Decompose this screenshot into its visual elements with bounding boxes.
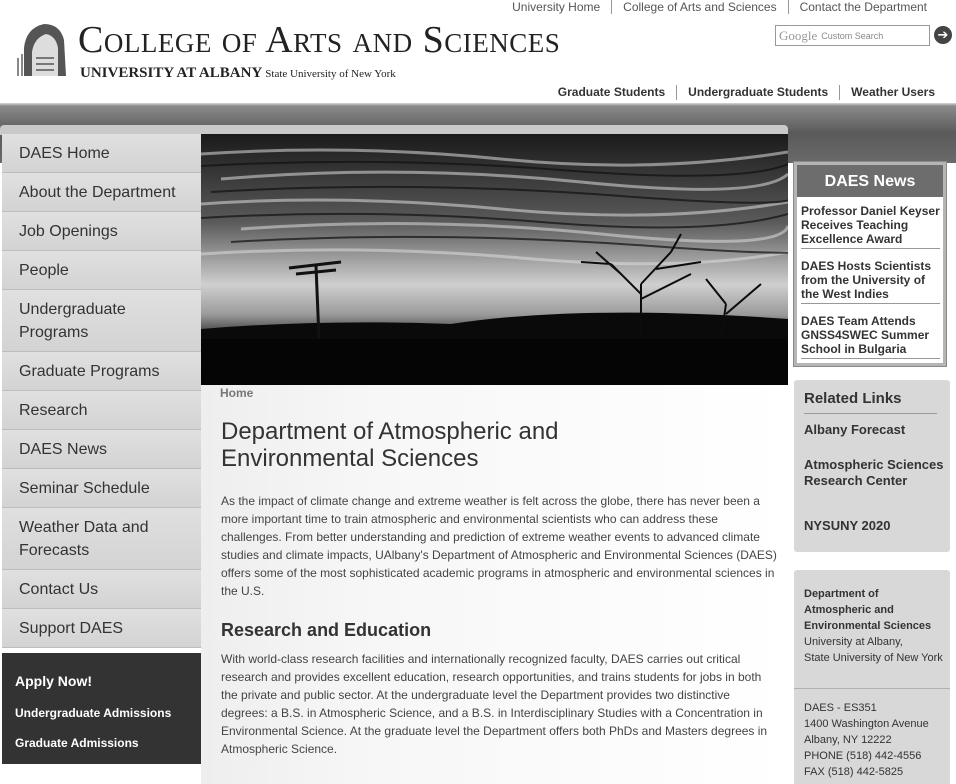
search-placeholder: Custom Search: [821, 30, 884, 41]
audience-nav: [547, 85, 946, 100]
address-line: 1400 Washington Avenue: [804, 718, 929, 730]
search-input[interactable]: [775, 25, 930, 46]
sidebar-item-research[interactable]: Research: [2, 391, 201, 430]
utility-link-university-home[interactable]: University Home: [512, 0, 601, 14]
breadcrumb[interactable]: Home: [220, 386, 254, 400]
contact-divider: [794, 688, 950, 689]
contact-address: [804, 700, 944, 780]
related-link-albany-forecast[interactable]: Albany Forecast: [804, 422, 906, 437]
university-line: [80, 64, 396, 82]
related-links-title: Related Links: [804, 390, 902, 407]
address-line: DAES - ES351: [804, 702, 877, 714]
university-name: UNIVERSITY AT ALBANY: [80, 65, 263, 81]
apply-box: [2, 653, 201, 764]
sidebar-nav: [2, 134, 201, 648]
sidebar-item-job-openings[interactable]: Job Openings: [2, 212, 201, 251]
address-fax: FAX (518) 442-5825: [804, 766, 904, 778]
university-system: State University of New York: [265, 68, 396, 80]
google-logo: Google: [779, 27, 818, 43]
main-content: [201, 385, 788, 784]
contact-dept-name: Department of Atmospheric and Environmental Sciences: [804, 588, 932, 632]
news-list: [797, 197, 943, 363]
news-item[interactable]: DAES Hosts Scientists from the University of the West Indies: [801, 259, 940, 304]
page-title: Department of Atmospheric and Environmental Sciences: [221, 418, 559, 472]
news-panel: [793, 161, 947, 367]
undergraduate-admissions-link[interactable]: Undergraduate Admissions: [15, 706, 172, 720]
sidebar-item-graduate[interactable]: Graduate Programs: [2, 352, 201, 391]
news-item[interactable]: Professor Daniel Keyser Receives Teaching Excellence Award: [801, 204, 940, 249]
related-link-asrc[interactable]: Atmospheric Sciences Research Center: [804, 457, 944, 488]
sidebar-item-undergraduate[interactable]: Undergraduate Programs: [2, 290, 201, 352]
audience-graduate[interactable]: Graduate Students: [557, 85, 666, 99]
related-links-panel: [794, 380, 950, 552]
section-title: Research and Education: [221, 620, 432, 640]
news-title: DAES News: [797, 165, 943, 197]
college-logo-icon[interactable]: [14, 18, 70, 78]
apply-title: Apply Now!: [15, 673, 92, 689]
hero-sunset-image: [201, 134, 788, 385]
contact-line: State University of New York: [804, 652, 943, 664]
graduate-admissions-link[interactable]: Graduate Admissions: [15, 736, 139, 750]
sidebar-item-support[interactable]: Support DAES: [2, 609, 201, 648]
sidebar-item-about[interactable]: About the Department: [2, 173, 201, 212]
sidebar-item-seminar[interactable]: Seminar Schedule: [2, 469, 201, 508]
audience-weather-users[interactable]: Weather Users: [839, 85, 946, 100]
section-paragraph: With world-class research facilities and internationally recognized faculty, DAES carries out critical research and provides excellent education, research opportunities, and trains students for jobs in both the private and public sector. At the undergraduate level the Department provides two distinctive degrees: a B.S. in Atmospheric Science, and a B.S. in Interdisciplinary Studies with a Concentration in Environmental Science. At the graduate level the Department offers both PhDs and Masters degrees in Atmospheric Science.: [221, 652, 768, 756]
audience-undergraduate[interactable]: Undergraduate Students: [676, 85, 839, 100]
utility-nav: [501, 0, 938, 14]
sidebar-item-news[interactable]: DAES News: [2, 430, 201, 469]
search-go-icon[interactable]: ➔: [934, 26, 952, 44]
address-line: Albany, NY 12222: [804, 734, 892, 746]
contact-line: University at Albany,: [804, 636, 903, 648]
contact-panel: [794, 570, 950, 784]
related-link-nysuny[interactable]: NYSUNY 2020: [804, 518, 891, 533]
college-title[interactable]: College of Arts and Sciences: [78, 19, 561, 61]
intro-paragraph: As the impact of climate change and extreme weather is felt across the globe, there has never been a more important time to train atmospheric and environmental scientists who can address these challenges. From better understanding and prediction of extreme weather events to advanced climate studies and climate impacts, UAlbany's Department of Atmospheric and Environmental Sciences (DAES) offers some of the most sophisticated academic programs in atmospheric and environmental sciences in the U.S.: [221, 494, 777, 598]
utility-link-college[interactable]: College of Arts and Sciences: [611, 0, 787, 14]
news-item[interactable]: DAES Team Attends GNSS4SWEC Summer School in Bulgaria: [801, 314, 940, 359]
contact-department: [804, 586, 944, 666]
address-phone: PHONE (518) 442-4556: [804, 750, 922, 762]
sidebar-item-contact[interactable]: Contact Us: [2, 570, 201, 609]
related-links-divider: [804, 413, 937, 414]
sidebar-item-daes-home[interactable]: DAES Home: [2, 134, 201, 173]
sidebar-item-weather-data[interactable]: Weather Data and Forecasts: [2, 508, 201, 570]
sidebar-item-people[interactable]: People: [2, 251, 201, 290]
utility-link-contact[interactable]: Contact the Department: [788, 0, 938, 14]
